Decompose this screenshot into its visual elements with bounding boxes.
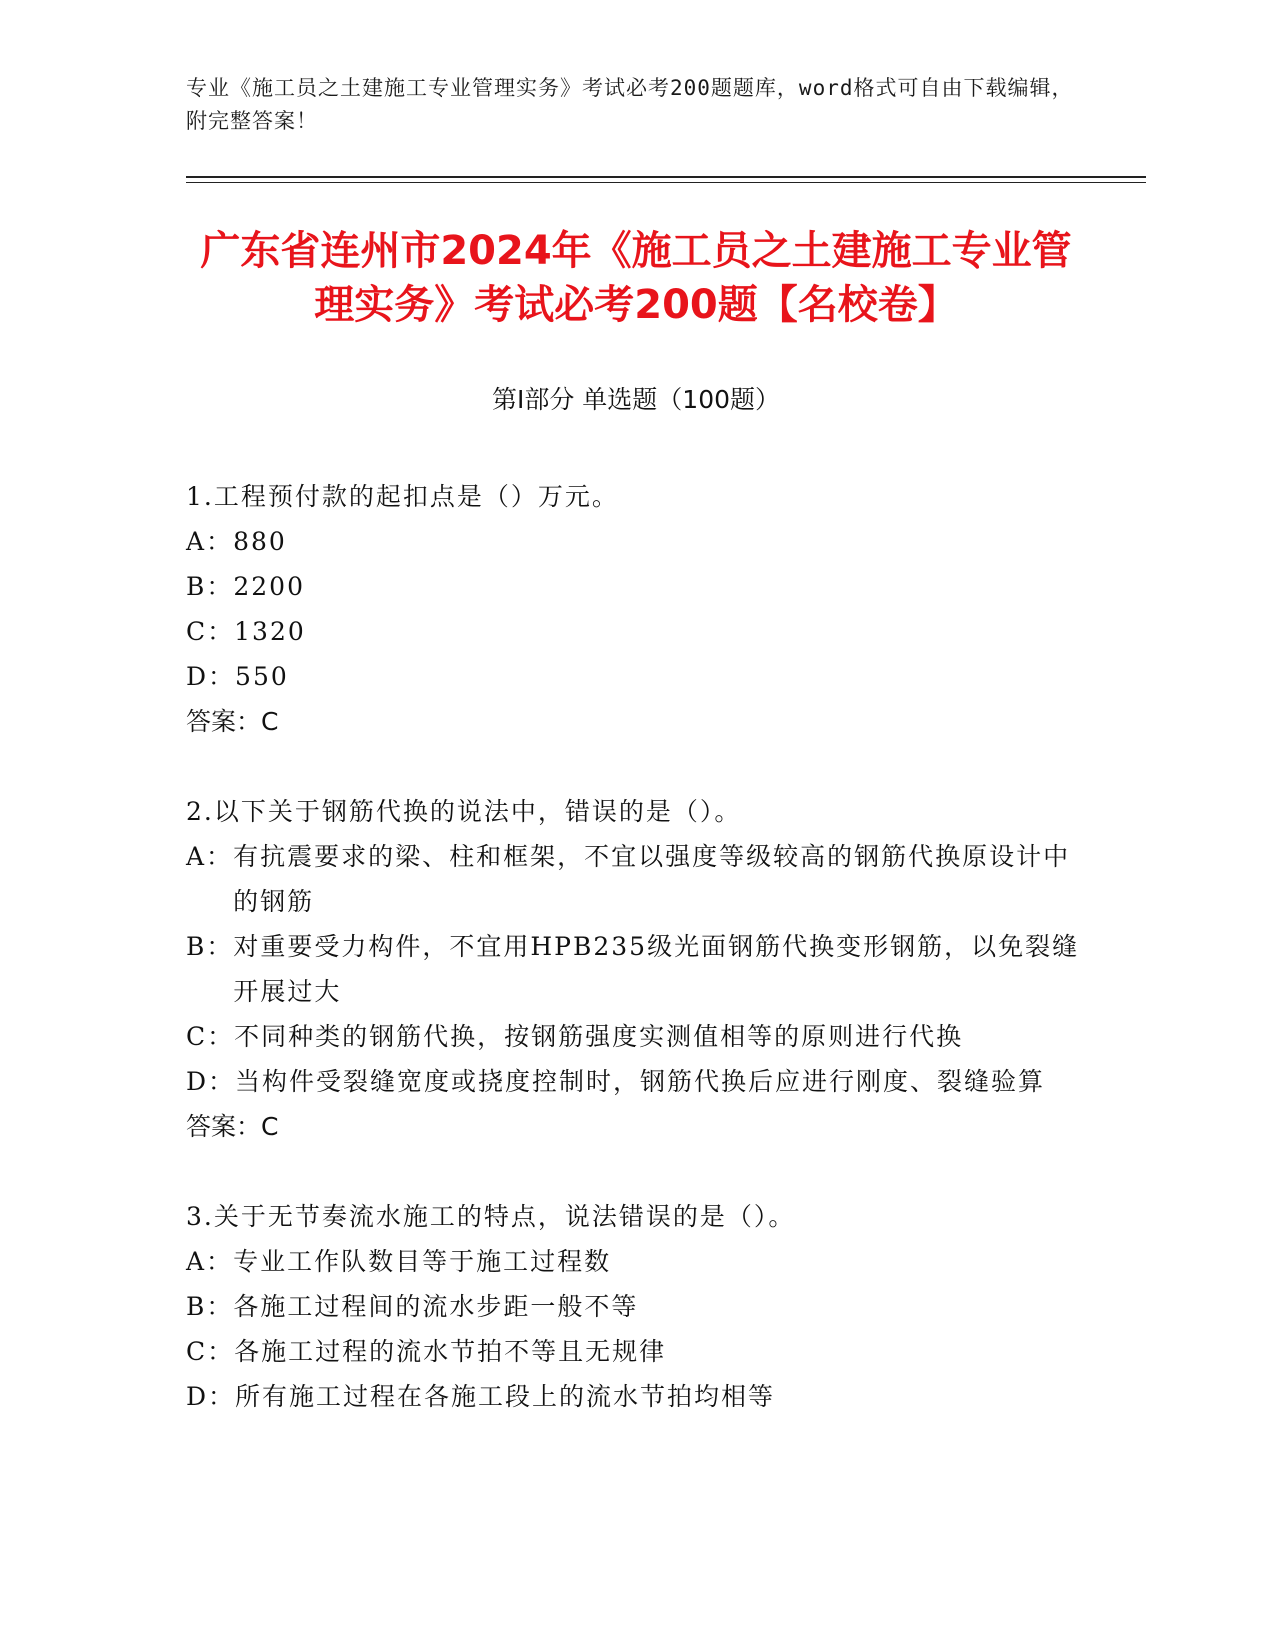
option-c [186,609,1086,654]
option-key: A： [186,842,234,871]
option-key: D： [186,662,236,691]
header-rule-thick [186,176,1146,178]
option-key: C： [186,1022,235,1051]
option-key: C： [186,617,235,646]
header-note: 专业《施工员之土建施工专业管理实务》考试必考200题题库，word格式可自由下载编辑，附完整答案！ [186,76,1074,133]
question-stem: 2.以下关于钢筋代换的说法中，错误的是（）。 [186,797,742,826]
document-title: 广东省连州市2024年《施工员之土建施工专业管理实务》考试必考200题【名校卷】 [200,228,1072,328]
option-key: B： [186,1292,234,1321]
question-stem: 3.关于无节奏流水施工的特点，说法错误的是（）。 [186,1202,796,1231]
option-text: 当构件受裂缝宽度或挠度控制时，钢筋代换后应进行刚度、裂缝验算 [235,1067,1046,1096]
question-1 [186,474,1086,744]
option-text: 各施工过程的流水节拍不等且无规律 [234,1337,667,1366]
question-stem: 1.工程预付款的起扣点是（）万元。 [186,482,619,511]
option-key: B： [186,572,234,601]
option-a [186,1239,1086,1284]
option-key: C： [186,1337,235,1366]
option-c [186,1329,1086,1374]
option-text: 550 [235,662,289,691]
option-b [186,924,1086,1014]
question-list [186,474,1086,1464]
option-d [186,1374,1086,1419]
option-key: B： [186,932,234,961]
answer-line: 答案：C [186,707,279,736]
section-title: 第Ⅰ部分 单选题（100题） [491,385,781,414]
option-b [186,1284,1086,1329]
option-text: 各施工过程间的流水步距一般不等 [233,1292,639,1321]
question-2 [186,789,1086,1149]
option-c [186,1014,1086,1059]
option-d [186,1059,1086,1104]
option-text: 880 [233,527,287,556]
option-text: 1320 [234,617,306,646]
option-b [186,564,1086,609]
option-text: 2200 [233,572,305,601]
option-a [186,519,1086,564]
option-a [186,834,1086,924]
option-key: D： [186,1382,236,1411]
option-text: 对重要受力构件，不宜用HPB235级光面钢筋代换变形钢筋，以免裂缝开展过大 [233,932,1080,1006]
option-key: A： [186,527,234,556]
option-text: 所有施工过程在各施工段上的流水节拍均相等 [235,1382,776,1411]
option-text: 专业工作队数目等于施工过程数 [233,1247,612,1276]
option-d [186,654,1086,699]
option-text: 不同种类的钢筋代换，按钢筋强度实测值相等的原则进行代换 [234,1022,964,1051]
answer-line: 答案：C [186,1112,279,1141]
option-text: 有抗震要求的梁、柱和框架，不宜以强度等级较高的钢筋代换原设计中的钢筋 [233,842,1071,916]
header-rule-thin [186,182,1146,183]
question-3 [186,1194,1086,1419]
option-key: D： [186,1067,236,1096]
option-key: A： [186,1247,234,1276]
